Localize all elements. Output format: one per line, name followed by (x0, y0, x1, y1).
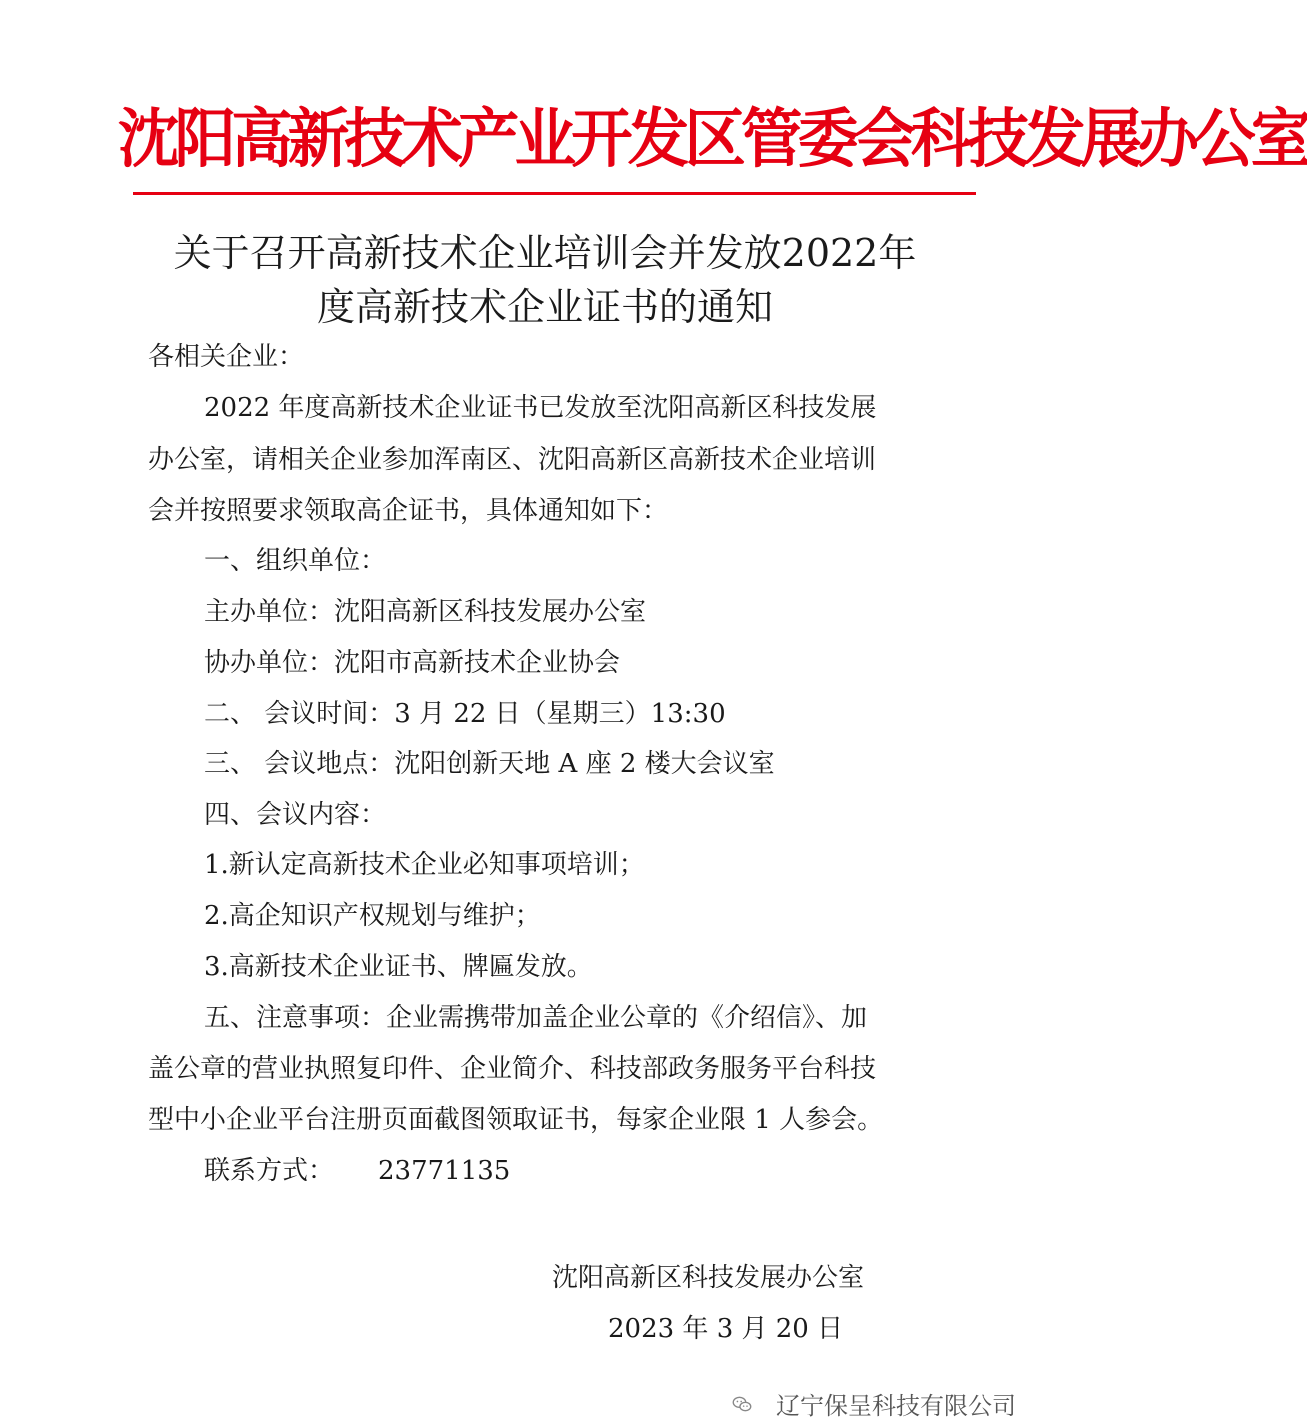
salutation: 各相关企业： (148, 342, 305, 372)
letterhead-red-rule (133, 192, 976, 195)
meeting-location: 三、 会议地点：沈阳创新天地 A 座 2 楼大会议室 (204, 749, 775, 779)
intro-line-2: 办公室，请相关企业参加浑南区、沈阳高新区高新技术企业培训 (148, 445, 877, 475)
letterhead-title: 沈阳高新技术产业开发区管委会科技发展办公室 (118, 103, 1307, 177)
notes-line-3: 型中小企业平台注册页面截图领取证书，每家企业限 1 人参会。 (148, 1105, 884, 1135)
notes-line-1: 五、注意事项：企业需携带加盖企业公章的《介绍信》、加 (204, 1003, 868, 1033)
notes-line-2: 盖公章的营业执照复印件、企业简介、科技部政务服务平台科技 (148, 1054, 877, 1084)
content-item-3: 3.高新技术企业证书、牌匾发放。 (204, 952, 593, 982)
contact-number: 23771135 (378, 1156, 511, 1186)
section-organizers-heading: 一、组织单位： (204, 546, 387, 576)
host-unit: 主办单位：沈阳高新区科技发展办公室 (204, 597, 647, 627)
intro-line-3: 会并按照要求领取高企证书，具体通知如下： (148, 496, 669, 526)
content-item-1: 1.新认定高新技术企业必知事项培训； (204, 850, 645, 880)
contact-label: 联系方式： (204, 1156, 335, 1186)
content-item-2: 2.高企知识产权规划与维护； (204, 901, 541, 931)
notice-title-line1: 关于召开高新技术企业培训会并发放2022年 (173, 231, 917, 275)
notice-title-line2: 度高新技术企业证书的通知 (316, 285, 773, 329)
signature-org: 沈阳高新区科技发展办公室 (552, 1263, 865, 1293)
co-host-unit: 协办单位：沈阳市高新技术企业协会 (204, 648, 621, 678)
signature-date: 2023 年 3 月 20 日 (608, 1314, 844, 1344)
intro-line-1: 2022 年度高新技术企业证书已发放至沈阳高新区科技发展 (204, 393, 877, 423)
meeting-time: 二、 会议时间：3 月 22 日（星期三）13:30 (204, 699, 726, 729)
wechat-icon (732, 1394, 752, 1414)
section-content-heading: 四、会议内容： (204, 800, 387, 830)
footer-account-name: 辽宁保呈科技有限公司 (776, 1392, 1016, 1420)
